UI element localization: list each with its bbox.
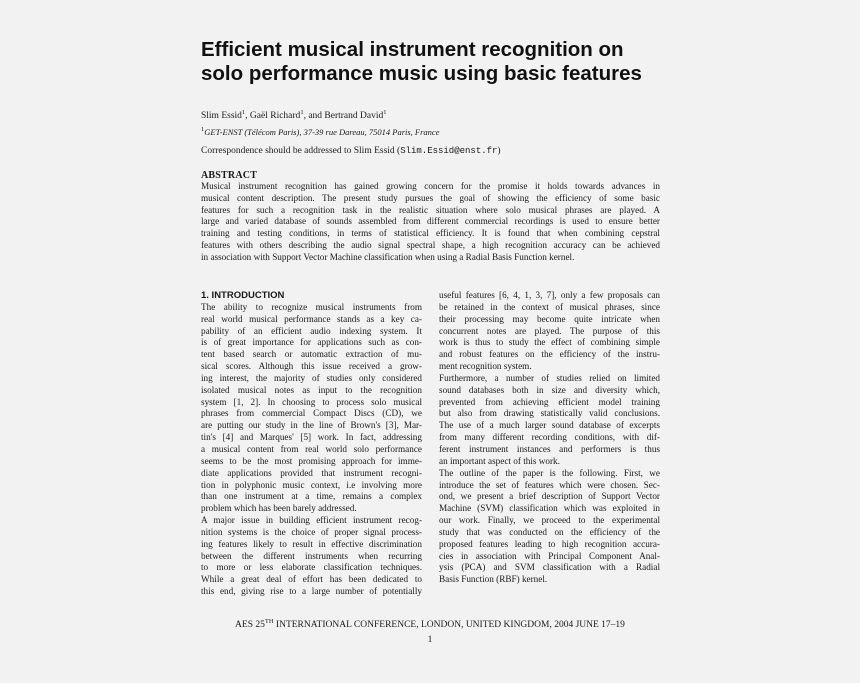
body-line: but also from drawing statistically valid conclusions. — [439, 408, 660, 419]
body-line: from many different recording conditions, with dif- — [439, 432, 660, 443]
body-line: nition systems is the choice of proper signal process- — [201, 526, 422, 537]
abstract-line: features for such a recognition task in the realistic situation where solo musical phrases are played. A — [201, 204, 660, 215]
body-line: ment recognition system. — [439, 361, 532, 372]
body-line: sound databases both in size and diversity which, — [439, 384, 660, 395]
body-line: to more or less elaborate classification techniques. — [201, 562, 422, 573]
author-separator: , and — [303, 111, 325, 121]
body-line: ing features likely to result in effective discrimination — [201, 538, 422, 549]
body-line: The ability to recognize musical instruments from — [201, 301, 422, 312]
body-line: proposed features leading to high recognition accura- — [439, 538, 660, 549]
section-heading-introduction: 1. INTRODUCTION — [201, 290, 285, 301]
body-line: The outline of the paper is the following. First, we — [439, 467, 660, 478]
body-line: our work. Finally, we proceed to the experimental — [439, 515, 660, 526]
body-line: study that was conducted on the efficiency of the — [439, 526, 660, 537]
affiliation-mark: 1 — [201, 126, 205, 133]
abstract-heading: ABSTRACT — [201, 170, 258, 181]
body-line: useful features [6, 4, 1, 3, 7], only a few proposals can — [439, 290, 660, 300]
body-line: Furthermore, a number of studies relied on limited — [439, 372, 660, 383]
affiliation-text: GET-ENST (Télécom Paris), 37-39 rue Dareau, 75014 Paris, France — [204, 127, 440, 137]
abstract-line: features with others describing the audio signal spectral shape, a high recognition accuracy can be achieved — [201, 239, 660, 250]
body-line: problem which has been barely addressed. — [201, 503, 357, 514]
author-name: Gaël Richard — [249, 111, 301, 121]
page-number: 1 — [427, 635, 433, 645]
affiliation-mark: 1 — [241, 109, 246, 116]
body-line: introduce the set of features which were chosen. Sec- — [439, 479, 660, 490]
body-line: sical scores. Although this issue received a grow- — [201, 361, 422, 372]
body-line: A major issue in building efficient instrument recog- — [201, 515, 422, 526]
body-line: concurrent notes are played. The purpose of this — [439, 325, 660, 336]
abstract-line: Musical instrument recognition has gained growing concern for the promise it holds towards advances in — [201, 181, 660, 191]
body-line: diate applications provided that instrument recogni- — [201, 467, 422, 478]
correspondence-suffix: ) — [497, 146, 501, 156]
body-line: system [1, 2]. In choosing to process solo musical — [201, 396, 422, 407]
abstract-body — [201, 181, 660, 264]
body-line: this end, giving rise to a large number of potentially — [201, 586, 422, 597]
body-line: ond, we present a brief description of Support Vector — [439, 491, 660, 502]
body-line: ing interest, the majority of studies only considered — [201, 372, 422, 383]
body-line: and robust features on the efficiency of the instru- — [439, 349, 660, 360]
footer-superscript: TH — [264, 618, 274, 625]
author-list — [201, 110, 386, 122]
footer-suffix: INTERNATIONAL CONFERENCE, LONDON, UNITED KINGDOM, 2004 JUNE 17–19 — [273, 620, 625, 630]
intro-right-column — [439, 290, 660, 586]
body-line: ysis (PCA) and SVM classification with a Radial — [439, 562, 660, 573]
abstract-line: large and varied database of sounds assembled from different commercial recordings is used to ensure better — [201, 216, 660, 227]
abstract-line: training and testing conditions, in terms of statistical efficiency. It is found that when combining cepstral — [201, 228, 660, 239]
correspondence — [201, 145, 501, 157]
footer-prefix: AES 25 — [235, 620, 265, 630]
author-name: Slim Essid — [201, 111, 242, 121]
body-line: between the different instruments when recurring — [201, 550, 422, 561]
body-line: work is thus to study the effect of combining simple — [439, 337, 660, 348]
affiliation — [201, 127, 439, 138]
body-line: seems to be the most promising approach for imme- — [201, 455, 422, 466]
author-name: Bertrand David — [324, 111, 384, 121]
body-line: cies in association with Principal Component Anal- — [439, 550, 660, 561]
body-line: ferent instrument instances and performers is thus — [439, 443, 660, 454]
body-line: Basis Function (RBF) kernel. — [439, 574, 548, 585]
body-line: Machine (SVM) classification which was exploited in — [439, 503, 660, 514]
body-line: their processing may become quite intricate when — [439, 313, 660, 324]
body-line: real world musical performance stands as a key ca- — [201, 313, 422, 324]
body-line: than one instrument at a time, remains a complex — [201, 491, 422, 502]
body-line: isolated musical notes as input to the recognition — [201, 384, 422, 395]
affiliation-mark: 1 — [300, 109, 304, 116]
body-line: tin's [4] and Marques' [5] work. In fact, addressing — [201, 432, 422, 443]
abstract-line: in association with Support Vector Machine classification when using a Radial Basis Function kernel. — [201, 251, 575, 262]
title-line: Efficient musical instrument recognition on — [201, 38, 624, 61]
author-separator: , — [245, 111, 250, 121]
body-line: a musical content from real world solo performance — [201, 443, 422, 454]
paper-title — [201, 38, 721, 86]
intro-left-column — [201, 290, 422, 598]
body-line: prevented from achieving efficient model training — [439, 396, 660, 407]
body-line: be retained in the context of musical phrases, since — [439, 301, 660, 312]
body-line: The use of a much larger sound database of excerpts — [439, 420, 660, 431]
body-line: is of great importance for applications such as con- — [201, 337, 422, 348]
correspondence-prefix: Correspondence should be addressed to Slim Essid ( — [201, 146, 401, 156]
body-line: pability of an efficient audio indexing system. It — [201, 325, 422, 336]
body-line: While a great deal of effort has been dedicated to — [201, 574, 422, 585]
correspondence-email: Slim.Essid@enst.fr — [400, 146, 498, 156]
affiliation-mark: 1 — [383, 109, 387, 116]
body-line: are putting our study in the line of Brown's [3], Mar- — [201, 420, 422, 431]
abstract-line: musical content description. The present study pursues the goal of showing the efficiency of some basic — [201, 192, 660, 203]
body-line: tion in polyphonic music context, i.e involving more — [201, 479, 422, 490]
body-line: an important aspect of this work. — [439, 455, 560, 466]
conference-footer — [0, 619, 860, 631]
title-line: solo performance music using basic features — [201, 62, 642, 85]
body-line: tent based search or automatic extraction of mu- — [201, 349, 422, 360]
body-line: phrases from commercial Compact Discs (CD), we — [201, 408, 422, 419]
